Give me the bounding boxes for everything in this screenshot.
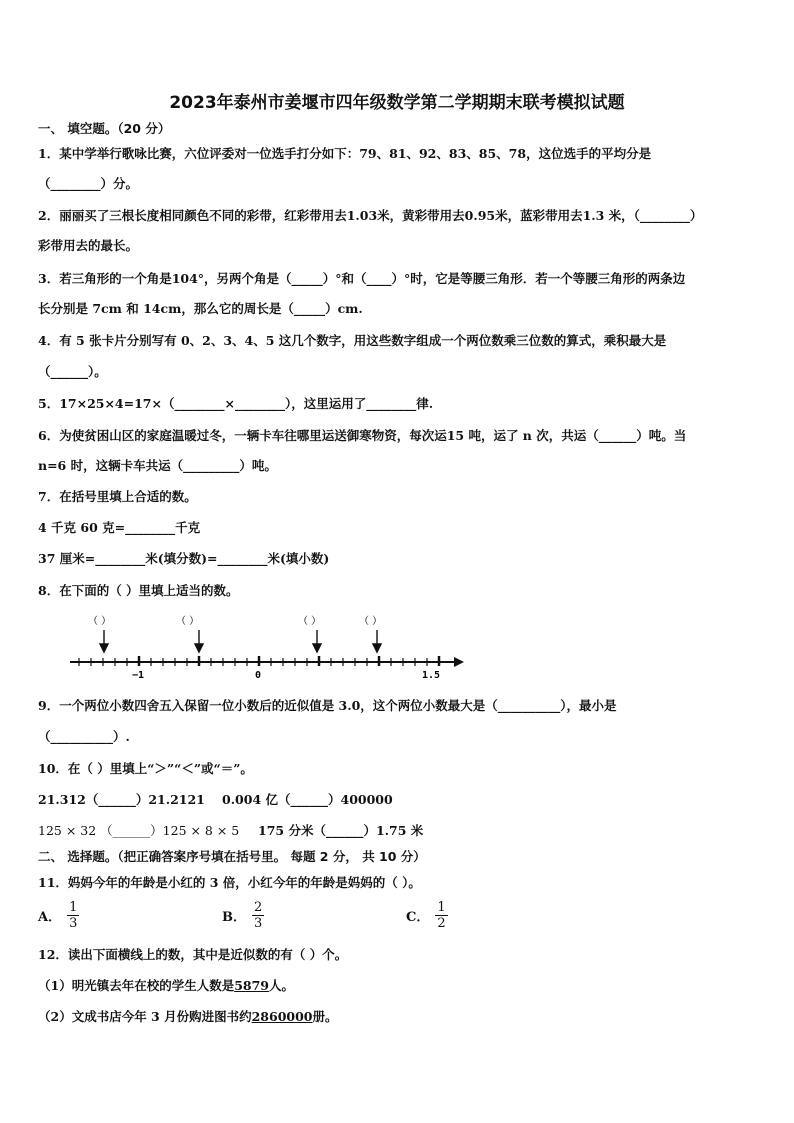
blank-paren-1: （ ） xyxy=(88,616,112,627)
question-12-sub-1-number: 5879 xyxy=(234,978,269,993)
choice-b[interactable] xyxy=(222,900,264,931)
choice-a-denominator: 3 xyxy=(69,916,78,931)
number-line-diagram xyxy=(66,612,466,682)
blank-paren-3: （ ） xyxy=(298,616,322,627)
question-8-line-1: 8．在下面的（ ）里填上适当的数。 xyxy=(38,583,239,598)
question-12-sub-1 xyxy=(38,977,762,995)
section-heading-fill-blank: 一、 填空题。（20 分） xyxy=(38,121,171,136)
number-line-arrowhead xyxy=(454,657,464,667)
question-9-line-2: （__________）. xyxy=(38,729,130,744)
question-1-line-1: 1．某中学举行歌咏比赛，六位评委对一位选手打分如下：79、81、92、83、85、78，这位选手的平均分是 xyxy=(38,146,652,161)
page-title: 2023年泰州市姜堰市四年级数学第二学期期末联考模拟试题 xyxy=(169,93,625,113)
question-7-line-2: 4 千克 60 克=________千克 xyxy=(38,520,201,535)
choice-c-denominator: 2 xyxy=(437,916,446,931)
question-2-line-2: 彩带用去的最长。 xyxy=(38,238,139,253)
question-10-item-b: 0.004 亿（______）400000 xyxy=(222,792,393,807)
question-1-line-2: （________）分。 xyxy=(38,176,139,191)
question-11-line-1: 11．妈妈今年的年龄是小红的 3 倍，小红今年的年龄是妈妈的（ ）。 xyxy=(38,875,421,890)
question-2-line-1: 2．丽丽买了三根长度相同颜色不同的彩带，红彩带用去1.03米，黄彩带用去0.95米，蓝彩带用去1.3 米，（________） xyxy=(38,208,703,223)
question-12-line-1: 12．读出下面横线上的数，其中是近似数的有（ ）个。 xyxy=(38,947,348,962)
question-10-line-1: 10．在（ ）里填上“＞”“＜”或“＝”。 xyxy=(38,761,253,776)
tick-label-neg1: −1 xyxy=(132,670,145,681)
tick-label-0: 0 xyxy=(255,670,262,681)
question-4-line-1: 4．有 5 张卡片分别写有 0、2、3、4、5 这几个数字，用这些数字组成一个两位数乘三位数的算式，乘积最大是 xyxy=(38,333,667,348)
question-10-item-c: 125 × 32 （______）125 × 8 × 5 xyxy=(38,823,240,838)
question-12-sub-2-number: 2860000 xyxy=(251,1009,313,1024)
question-12-sub-1-unit: 人。 xyxy=(269,978,295,993)
question-6-line-1: 6．为使贫困山区的家庭温暖过冬，一辆卡车往哪里运送御寒物资，每次运15 吨，运了 n 次，共运（______）吨。当 xyxy=(38,428,687,443)
choice-a-label: A． xyxy=(38,910,62,925)
choice-b-denominator: 3 xyxy=(254,916,263,931)
choice-a-numerator: 1 xyxy=(69,900,78,915)
choice-c[interactable] xyxy=(406,900,448,931)
question-10-item-d: 175 分米（______）1.75 米 xyxy=(258,823,424,838)
question-12-sub-2 xyxy=(38,1008,762,1026)
question-10-item-a: 21.312（______）21.2121 xyxy=(38,792,205,807)
question-7-line-1: 7．在括号里填上合适的数。 xyxy=(38,489,197,504)
question-12-sub-2-unit: 册。 xyxy=(312,1009,338,1024)
question-12-sub-1-text: （1）明光镇去年在校的学生人数是 xyxy=(38,978,235,993)
question-3-line-1: 3．若三角形的一个角是104°，另两个角是（_____）°和（____）°时，它是等腰三角形．若一个等腰三角形的两条边 xyxy=(38,271,686,286)
question-7-line-3: 37 厘米=________米(填分数)=________米(填小数) xyxy=(38,551,330,566)
section-heading-multiple-choice: 二、 选择题。（把正确答案序号填在括号里。 每题 2 分， 共 10 分） xyxy=(38,849,426,864)
choice-a[interactable] xyxy=(38,900,79,931)
question-12-sub-2-text: （2）文成书店今年 3 月份购进图书约 xyxy=(38,1009,252,1024)
blank-paren-4: （ ） xyxy=(359,616,383,627)
choice-b-numerator: 2 xyxy=(254,900,263,915)
question-9-line-1: 9．一个两位小数四舍五入保留一位小数后的近似值是 3.0，这个两位小数最大是（__________），最小是 xyxy=(38,698,617,713)
choice-b-fraction xyxy=(252,900,264,931)
choice-b-label: B． xyxy=(222,910,246,925)
choice-c-numerator: 1 xyxy=(437,900,446,915)
question-3-line-2: 长分别是 7cm 和 14cm，那么它的周长是（_____）cm. xyxy=(38,301,363,316)
choice-c-fraction xyxy=(435,900,447,931)
number-line-pointer-arrows xyxy=(100,630,381,652)
choice-a-fraction xyxy=(67,900,79,931)
choice-c-label: C． xyxy=(406,910,430,925)
question-6-line-2: n=6 时，这辆卡车共运（_________）吨。 xyxy=(38,458,277,473)
blank-paren-2: （ ） xyxy=(176,616,200,627)
question-4-line-2: （______）。 xyxy=(38,364,107,379)
question-5-line-1: 5．17×25×4=17×（________×________），这里运用了________律. xyxy=(38,396,434,411)
tick-label-1-5: 1.5 xyxy=(422,670,441,681)
